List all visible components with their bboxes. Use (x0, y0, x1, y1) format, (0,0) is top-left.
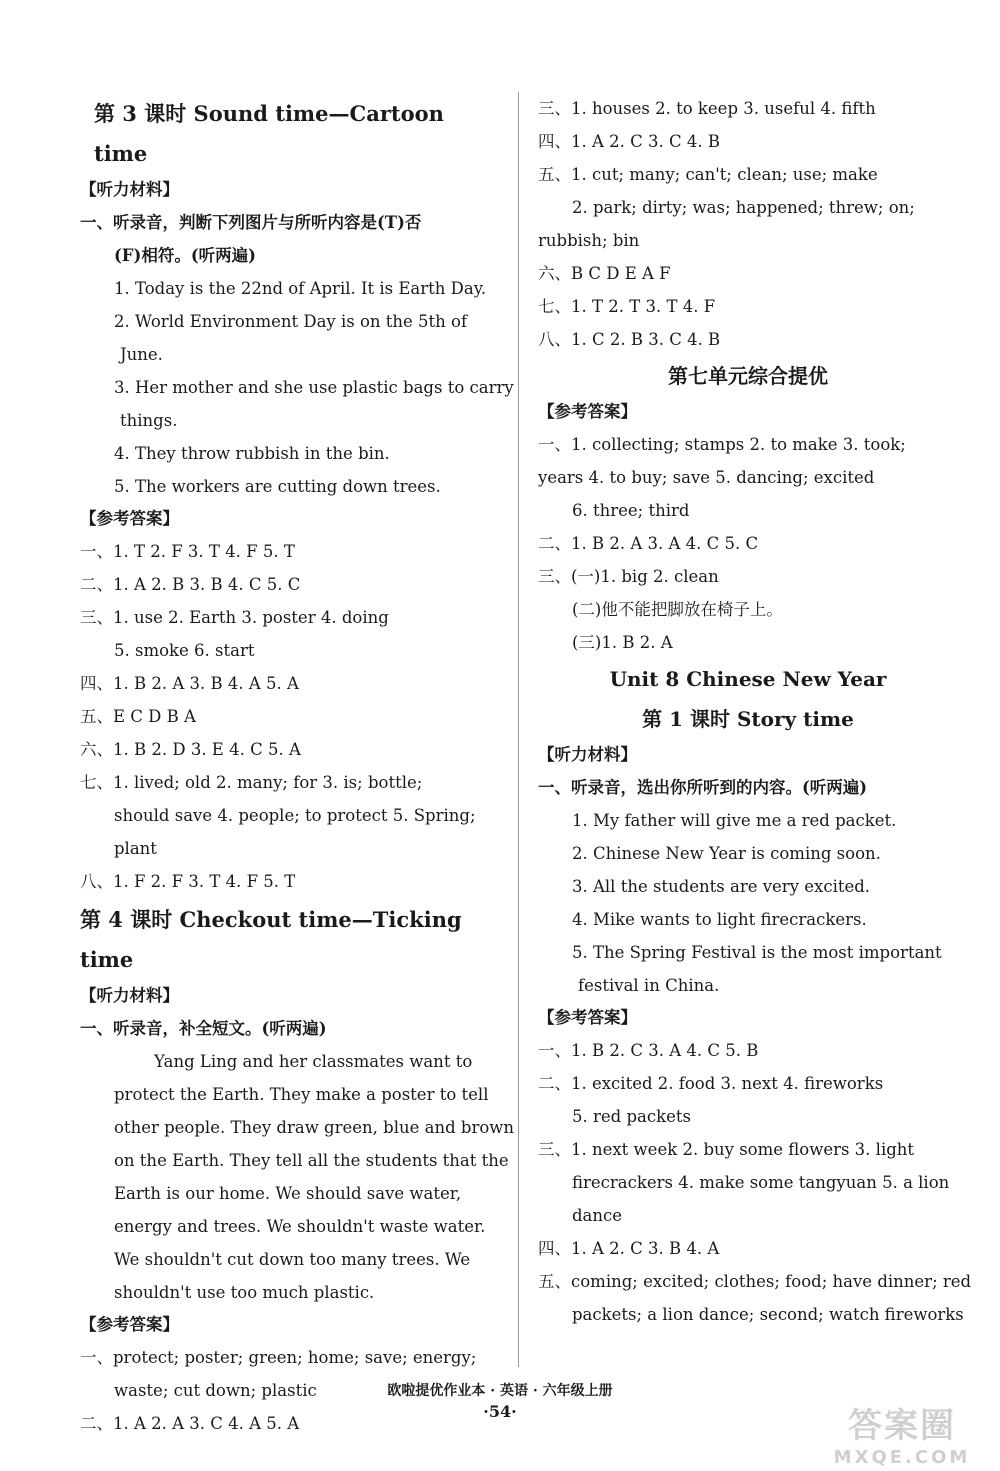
answer-line: 七、1. lived; old 2. many; for 3. is; bottle; (80, 773, 423, 792)
answer-line-cont: firecrackers 4. make some tangyuan 5. a lion (572, 1173, 950, 1192)
answer-line: 八、1. C 2. B 3. C 4. B (538, 330, 721, 349)
page-number: ·54· (483, 1402, 517, 1421)
answer-line-cont: plant (114, 839, 157, 858)
answer-line: 五、coming; excited; clothes; food; have dinner; red (538, 1272, 972, 1291)
answers-header: 【参考答案】 (80, 1315, 179, 1334)
question-1-prompt: 一、听录音，补全短文。(听两遍) (80, 1019, 327, 1038)
answer-line: 一、protect; poster; green; home; save; energy; (80, 1348, 477, 1367)
right-column (538, 92, 972, 1331)
answer-line: 四、1. A 2. C 3. B 4. A (538, 1239, 720, 1258)
answer-line: 三、1. use 2. Earth 3. poster 4. doing (80, 608, 389, 627)
unit-7-review-title: 第七单元综合提优 (668, 364, 828, 388)
passage-line: protect the Earth. They make a poster to tell (114, 1085, 489, 1104)
answer-line: 二、1. B 2. A 3. A 4. C 5. C (538, 534, 759, 553)
unit-8-lesson-1-title: 第 1 课时 Story time (642, 707, 854, 731)
lesson-4-title: 第 4 课时 Checkout time—Ticking time (80, 907, 462, 972)
answer-line-cont: (二)他不能把脚放在椅子上。 (572, 600, 783, 619)
answer-line-cont: 5. smoke 6. start (114, 641, 255, 660)
listening-sentence: 2. Chinese New Year is coming soon. (572, 844, 881, 863)
answer-line: 六、1. B 2. D 3. E 4. C 5. A (80, 740, 301, 759)
listening-sentence: 3. Her mother and she use plastic bags to carry (114, 378, 514, 397)
listening-sentence: 1. Today is the 22nd of April. It is Earth Day. (114, 279, 487, 298)
answer-line: 三、(一)1. big 2. clean (538, 567, 719, 586)
listening-sentence: 3. All the students are very excited. (572, 877, 871, 896)
answer-line: 一、1. B 2. C 3. A 4. C 5. B (538, 1041, 759, 1060)
answer-line: 三、1. next week 2. buy some flowers 3. light (538, 1140, 915, 1159)
listening-sentence: 5. The Spring Festival is the most important (572, 943, 942, 962)
answers-header: 【参考答案】 (538, 402, 637, 421)
answer-line: 六、B C D E A F (538, 264, 671, 283)
listening-header: 【听力材料】 (538, 745, 637, 764)
question-1-prompt-cont: (F)相符。(听两遍) (114, 246, 256, 265)
listening-sentence: 2. World Environment Day is on the 5th of (114, 312, 468, 331)
answer-line: 三、1. houses 2. to keep 3. useful 4. fifth (538, 99, 876, 118)
answer-line-cont: 2. park; dirty; was; happened; threw; on; (572, 198, 915, 217)
answer-line: 七、1. T 2. T 3. T 4. F (538, 297, 716, 316)
answer-line-cont: packets; a lion dance; second; watch fireworks (572, 1305, 964, 1324)
answer-line: 一、1. collecting; stamps 2. to make 3. took; (538, 435, 906, 454)
passage-line: on the Earth. They tell all the students that the (114, 1151, 509, 1170)
passage-line: Yang Ling and her classmates want to (154, 1052, 473, 1071)
answer-line-cont: should save 4. people; to protect 5. Spring; (114, 806, 476, 825)
listening-sentence-cont: festival in China. (578, 976, 720, 995)
passage-line: energy and trees. We shouldn't waste water. (114, 1217, 486, 1236)
answer-line-cont: 6. three; third (572, 501, 690, 520)
answer-line: 一、1. T 2. F 3. T 4. F 5. T (80, 542, 295, 561)
column-divider (518, 92, 519, 1367)
answer-line: 五、E C D B A (80, 707, 196, 726)
answer-line: 二、1. A 2. B 3. B 4. C 5. C (80, 575, 301, 594)
unit-8-title: Unit 8 Chinese New Year (609, 667, 887, 691)
watermark-text: 答案圈 (848, 1406, 956, 1446)
answers-header: 【参考答案】 (80, 509, 179, 528)
answer-line-cont: dance (572, 1206, 623, 1225)
answer-line-cont: years 4. to buy; save 5. dancing; excited (538, 468, 875, 487)
passage-line: other people. They draw green, blue and brown (114, 1118, 515, 1137)
answer-line-cont: 5. red packets (572, 1107, 691, 1126)
answer-line-cont: waste; cut down; plastic (114, 1381, 317, 1400)
answer-line: 四、1. B 2. A 3. B 4. A 5. A (80, 674, 299, 693)
listening-sentence: 4. Mike wants to light firecrackers. (572, 910, 867, 929)
answer-line-cont: (三)1. B 2. A (572, 633, 673, 652)
answer-line-cont: rubbish; bin (538, 231, 640, 250)
listening-sentence-cont: things. (120, 411, 178, 430)
answer-line: 四、1. A 2. C 3. C 4. B (538, 132, 720, 151)
listening-header: 【听力材料】 (80, 986, 179, 1005)
question-1-prompt: 一、听录音，判断下列图片与所听内容是(T)否 (80, 213, 422, 232)
passage-line: We shouldn't cut down too many trees. We (114, 1250, 471, 1269)
watermark-logo (822, 1398, 982, 1468)
answer-line: 二、1. excited 2. food 3. next 4. fireworks (538, 1074, 884, 1093)
passage-line: shouldn't use too much plastic. (114, 1283, 375, 1302)
answers-header: 【参考答案】 (538, 1008, 637, 1027)
book-title: 欧啦提优作业本 · 英语 · 六年级上册 (387, 1383, 613, 1399)
listening-sentence: 4. They throw rubbish in the bin. (114, 444, 390, 463)
listening-sentence: 5. The workers are cutting down trees. (114, 477, 441, 496)
listening-header: 【听力材料】 (80, 180, 179, 199)
answer-line: 二、1. A 2. A 3. C 4. A 5. A (80, 1414, 300, 1433)
answer-line: 五、1. cut; many; can't; clean; use; make (538, 165, 878, 184)
left-column (80, 92, 515, 1440)
watermark-url: MXQE.COM (833, 1447, 971, 1468)
answer-line: 八、1. F 2. F 3. T 4. F 5. T (80, 872, 296, 891)
question-1-prompt: 一、听录音，选出你所听到的内容。(听两遍) (538, 778, 868, 797)
lesson-3-title: 第 3 课时 Sound time—Cartoon time (94, 101, 444, 166)
passage-line: Earth is our home. We should save water, (114, 1184, 462, 1203)
listening-sentence: 1. My father will give me a red packet. (572, 811, 897, 830)
listening-sentence-cont: June. (120, 345, 163, 364)
